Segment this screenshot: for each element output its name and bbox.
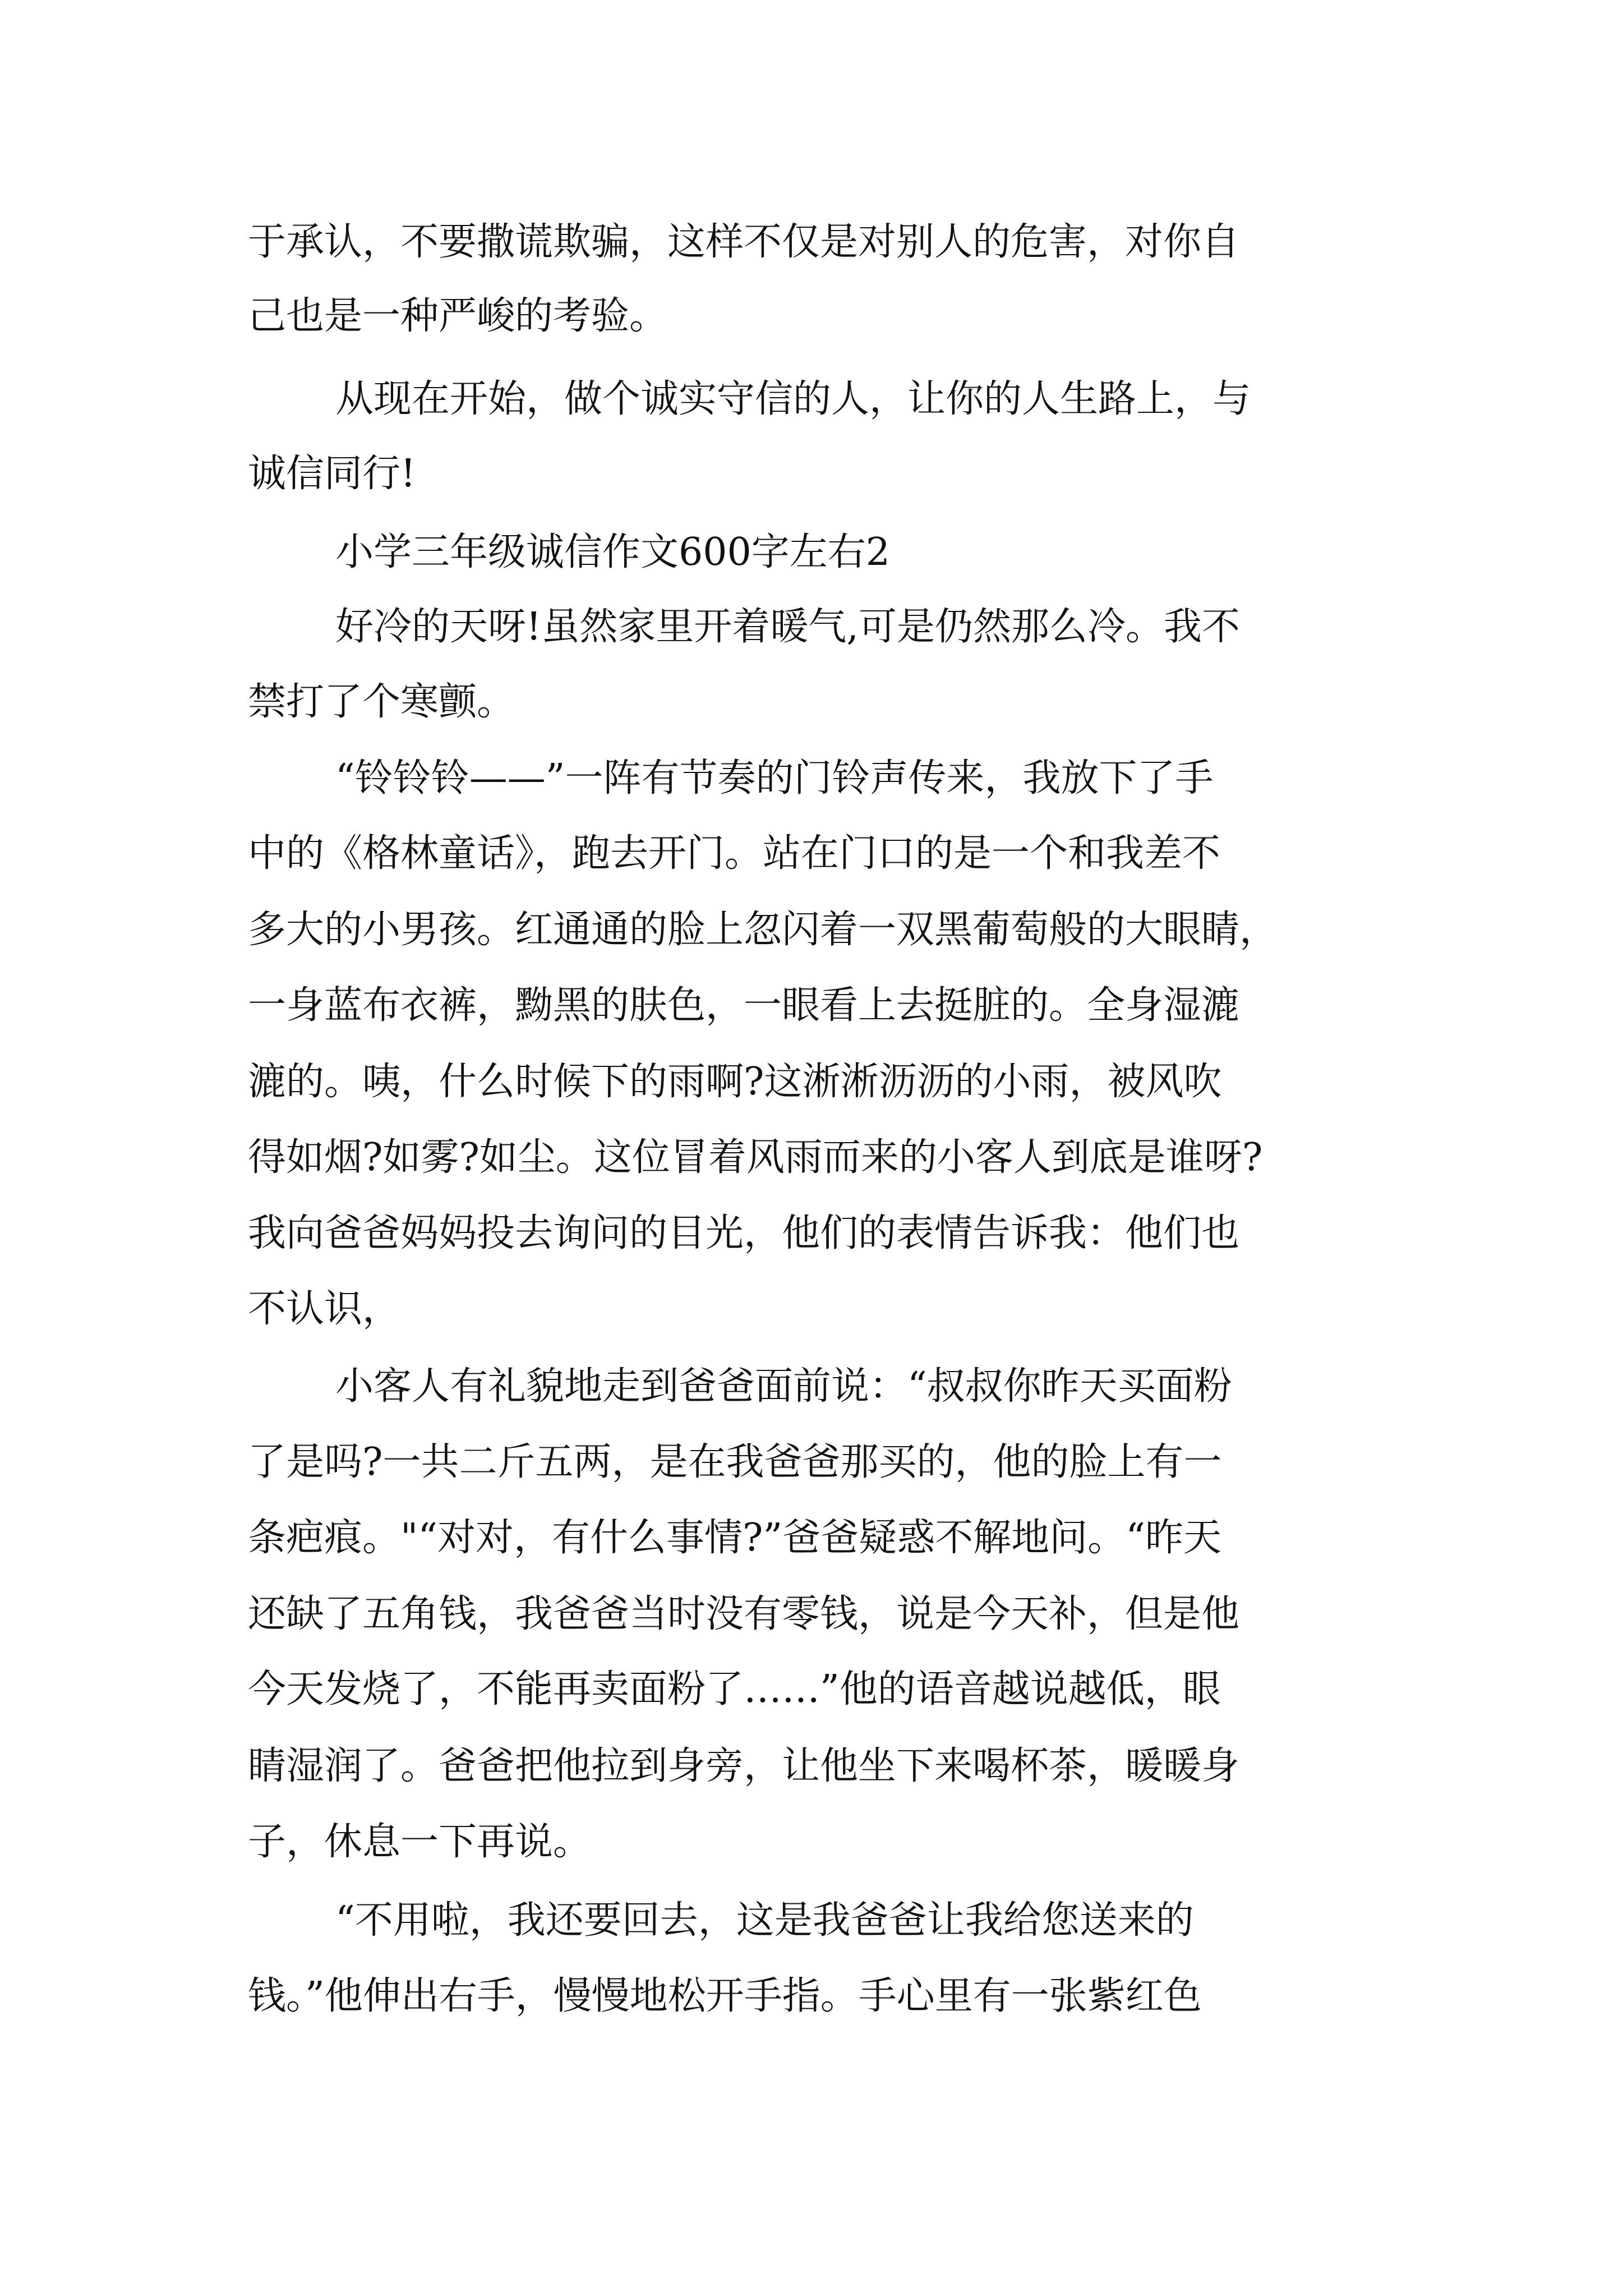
text-line: 钱。”他伸出右手，慢慢地松开手指。手心里有一张紫红色	[248, 1974, 1202, 2018]
text-line: 一身蓝布衣裤，黝黑的肤色，一眼看上去挺脏的。全身湿漉	[248, 983, 1240, 1028]
text-line: 己也是一种严峻的考验。	[248, 294, 668, 338]
text-line: 于承认，不要撒谎欺骗，这样不仅是对别人的危害，对你自	[248, 220, 1240, 264]
text-line: 今天发烧了，不能再卖面粉了……”他的语音越说越低，眼	[248, 1667, 1221, 1711]
text-line: 子，休息一下再说。	[248, 1820, 592, 1864]
text-line: 条疤痕。"“对对，有什么事情?”爸爸疑惑不解地问。“昨天	[248, 1516, 1222, 1560]
text-line: “不用啦，我还要回去，这是我爸爸让我给您送来的	[335, 1898, 1194, 1943]
text-line: 禁打了个寒颤。	[248, 680, 515, 724]
text-line: 多大的小男孩。红通通的脸上忽闪着一双黑葡萄般的大眼睛，	[248, 908, 1278, 952]
section-title: 小学三年级诚信作文600字左右2	[335, 530, 891, 574]
text-line: 诚信同行!	[248, 452, 416, 496]
text-line: 不认识，	[248, 1287, 401, 1331]
text-line: 从现在开始，做个诚实守信的人，让你的人生路上，与	[335, 377, 1251, 421]
text-line: 我向爸爸妈妈投去询问的目光，他们的表情告诉我：他们也	[248, 1211, 1240, 1255]
text-line: 好冷的天呀!虽然家里开着暖气,可是仍然那么冷。我不	[335, 605, 1240, 649]
text-line: 了是吗?一共二斤五两，是在我爸爸那买的，他的脸上有一	[248, 1440, 1222, 1484]
text-line: 得如烟?如雾?如尘。这位冒着风雨而来的小客人到底是谁呀?	[248, 1135, 1263, 1180]
text-line: “铃铃铃——”一阵有节奏的门铃声传来，我放下了手	[335, 756, 1214, 800]
text-line: 中的《格林童话》，跑去开门。站在门口的是一个和我差不	[248, 831, 1221, 876]
text-line: 漉的。咦，什么时候下的雨啊?这淅淅沥沥的小雨，被风吹	[248, 1060, 1222, 1104]
text-line: 小客人有礼貌地走到爸爸面前说：“叔叔你昨天买面粉	[335, 1364, 1232, 1409]
text-line: 睛湿润了。爸爸把他拉到身旁，让他坐下来喝杯茶，暖暖身	[248, 1744, 1240, 1788]
text-line: 还缺了五角钱，我爸爸当时没有零钱，说是今天补，但是他	[248, 1592, 1240, 1636]
